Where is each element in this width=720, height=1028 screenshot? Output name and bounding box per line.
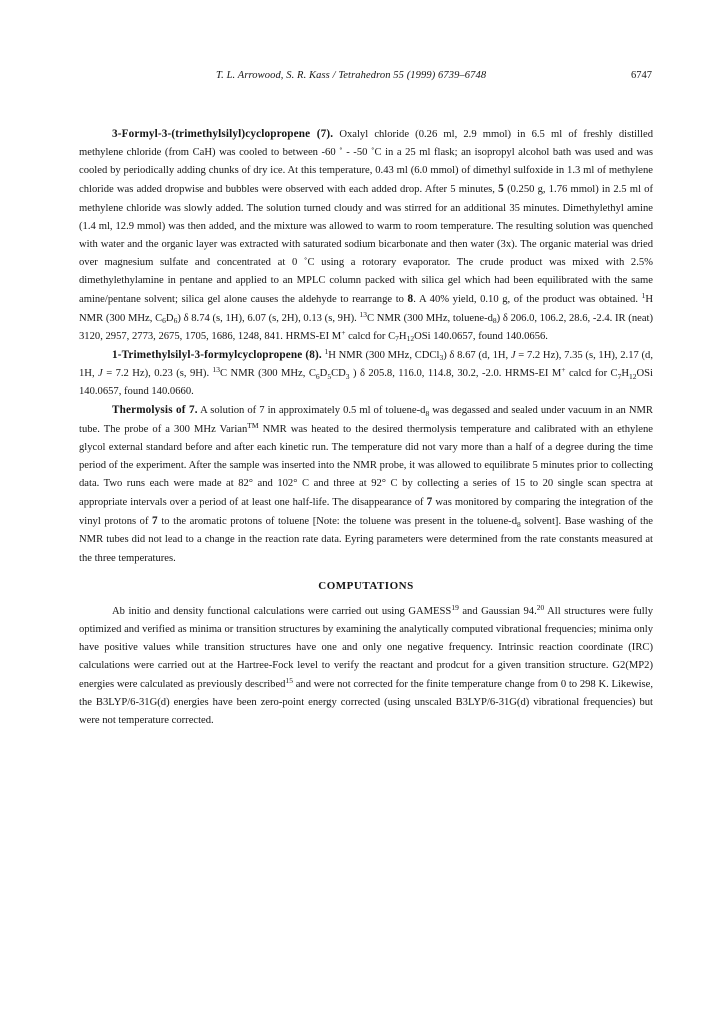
paragraph-synthesis-7: 3-Formyl-3-(trimethylsilyl)cyclopropene (7). Oxalyl chloride (0.26 ml, 2.9 mmol) in 6.5 ml of freshly distilled methylene chloride (from CaH) was cooled to between -60 ˚ - -50 ˚C in a 25 ml flask; an isopropyl alcohol bath was used and was cooled by periodically adding chunks of dry ice. At this temperature, 0.43 ml (6.0 mmol) of dimethyl sulfoxide in 1.3 ml of methylene chloride was added dropwise and bubbles were observed with each added drop. After 5 minutes, 5 (0.250 g, 1.76 mmol) in 2.5 ml of methylene chloride was slowly added. The solution turned cloudy and was stirred for an additional 35 minutes. Dimethylethyl amine (1.4 ml, 12.9 mmol) was then added, and the mixture was allowed to warm to room temperature. The resulting solution was quenched with water and the organic layer was extracted with saturated sodium bicarbonate and then water (3x). The organic material was dried over magnesium sulfate and concentrated at 0 ˚C using a rotorary evaporator. The crude product was mixed with 2.5% dimethylethylamine in pentane and applied to an MPLC column packed with silica gel which had been equilibrated with the same amine/pentane solvent; silica gel alone causes the aldehyde to rearrange to 8. A 40% yield, 0.10 g, of the product was obtained. $^1$H NMR (300 MHz, $C_6D_6$) δ 8.74 (s, 1H), 6.07 (s, 2H), 0.13 (s, 9H). $^{13}$C NMR (300 MHz, toluene-$d_8$) δ 206.0, 106.2, 28.6, -2.4. IR (neat) 3120, 2957, 2773, 2675, 1705, 1686, 1248, 841. HRMS-EI M+ calcd for $C_7H_{12}OSi$ 140.0657, found 140.0656.: [79, 128, 653, 344]
compound-7-title: 3-Formyl-3-(trimethylsilyl)cyclopropene (7).: [112, 128, 334, 140]
paragraph-thermolysis: Thermolysis of 7. A solution of 7 in approximately 0.5 ml of toluene-$d_8$ was degassed and sealed under vacuum in an NMR tube. The probe of a 300 MHz Varian™ NMR was heated to the desired thermolysis temperature and calibrated with an ethylene glycol external standard before and after each kinetic run. The temperature did not vary more than a half of a degree during the time period of the experiment. After the sample was inserted into the NMR probe, it was allowed to equilibrate 5 minutes prior to collecting data. Two runs each were made at 82° and 102° C and three at 92° C by collecting a series of 15 to 20 single scan spectra at appropriate intervals over a period of at least one half-life. The disappearance of 7 was monitored by comparing the integration of the vinyl protons of 7 to the aromatic protons of toluene [Note: the toluene was present in the toluene-$d_8$ solvent]. Base washing of the NMR tubes did not lead to a change in the reaction rate data. Eyring parameters were determined from the rate constants measured at the three temperatures.: [79, 404, 653, 564]
page-number: 6747: [631, 70, 652, 81]
thermolysis-title: Thermolysis of 7.: [112, 404, 198, 417]
compound-8-title: 1-Trimethylsilyl-3-formylcyclopropene (8).: [112, 348, 322, 361]
paragraph-computations: Ab initio and density functional calculations were carried out using GAMESS$^{19}$ and Gaussian 94.20 All structures were fully optimized and verified as minima or transition structures by examining the analytically computed vibrational frequencies; minima only have positive values while transition structures have one and only one negative frequency. Intrinsic reaction coordinate (IRC) calculations were carried out at the Hartree-Fock level to verify the reactant and prodcut for a given transition structure. G2(MP2) energies were calculated as previously described$^{15}$ and were not corrected for the finite temperature change from 0 to 298 K. Likewise, the B3LYP/6-31G(d) energies have been zero-point energy corrected (using unscaled B3LYP/6-31G(d) vibrational frequencies) but were not temperature corrected.: [79, 602, 653, 726]
running-head: T. L. Arrowood, S. R. Kass / Tetrahedron 55 (1999) 6739–6748: [216, 70, 487, 81]
article-body: [79, 125, 653, 730]
section-heading-computations: COMPUTATIONS: [318, 579, 414, 592]
paragraph-compound-8: 1-Trimethylsilyl-3-formylcyclopropene (8). $^1$H NMR (300 MHz, CDCl$_3$) δ 8.67 (d, 1H, J = 7.2 Hz), 7.35 (s, 1H), 2.17 (d, 1H, J = 7.2 Hz), 0.23 (s, 9H). $^{13}$C NMR (300 MHz, $C_6D_5CD_3$ ) δ 205.8, 116.0, 114.8, 30.2, -2.0. HRMS-EI M+ calcd for $C_7H_{12}OSi$ 140.0657, found 140.0660.: [79, 346, 654, 398]
